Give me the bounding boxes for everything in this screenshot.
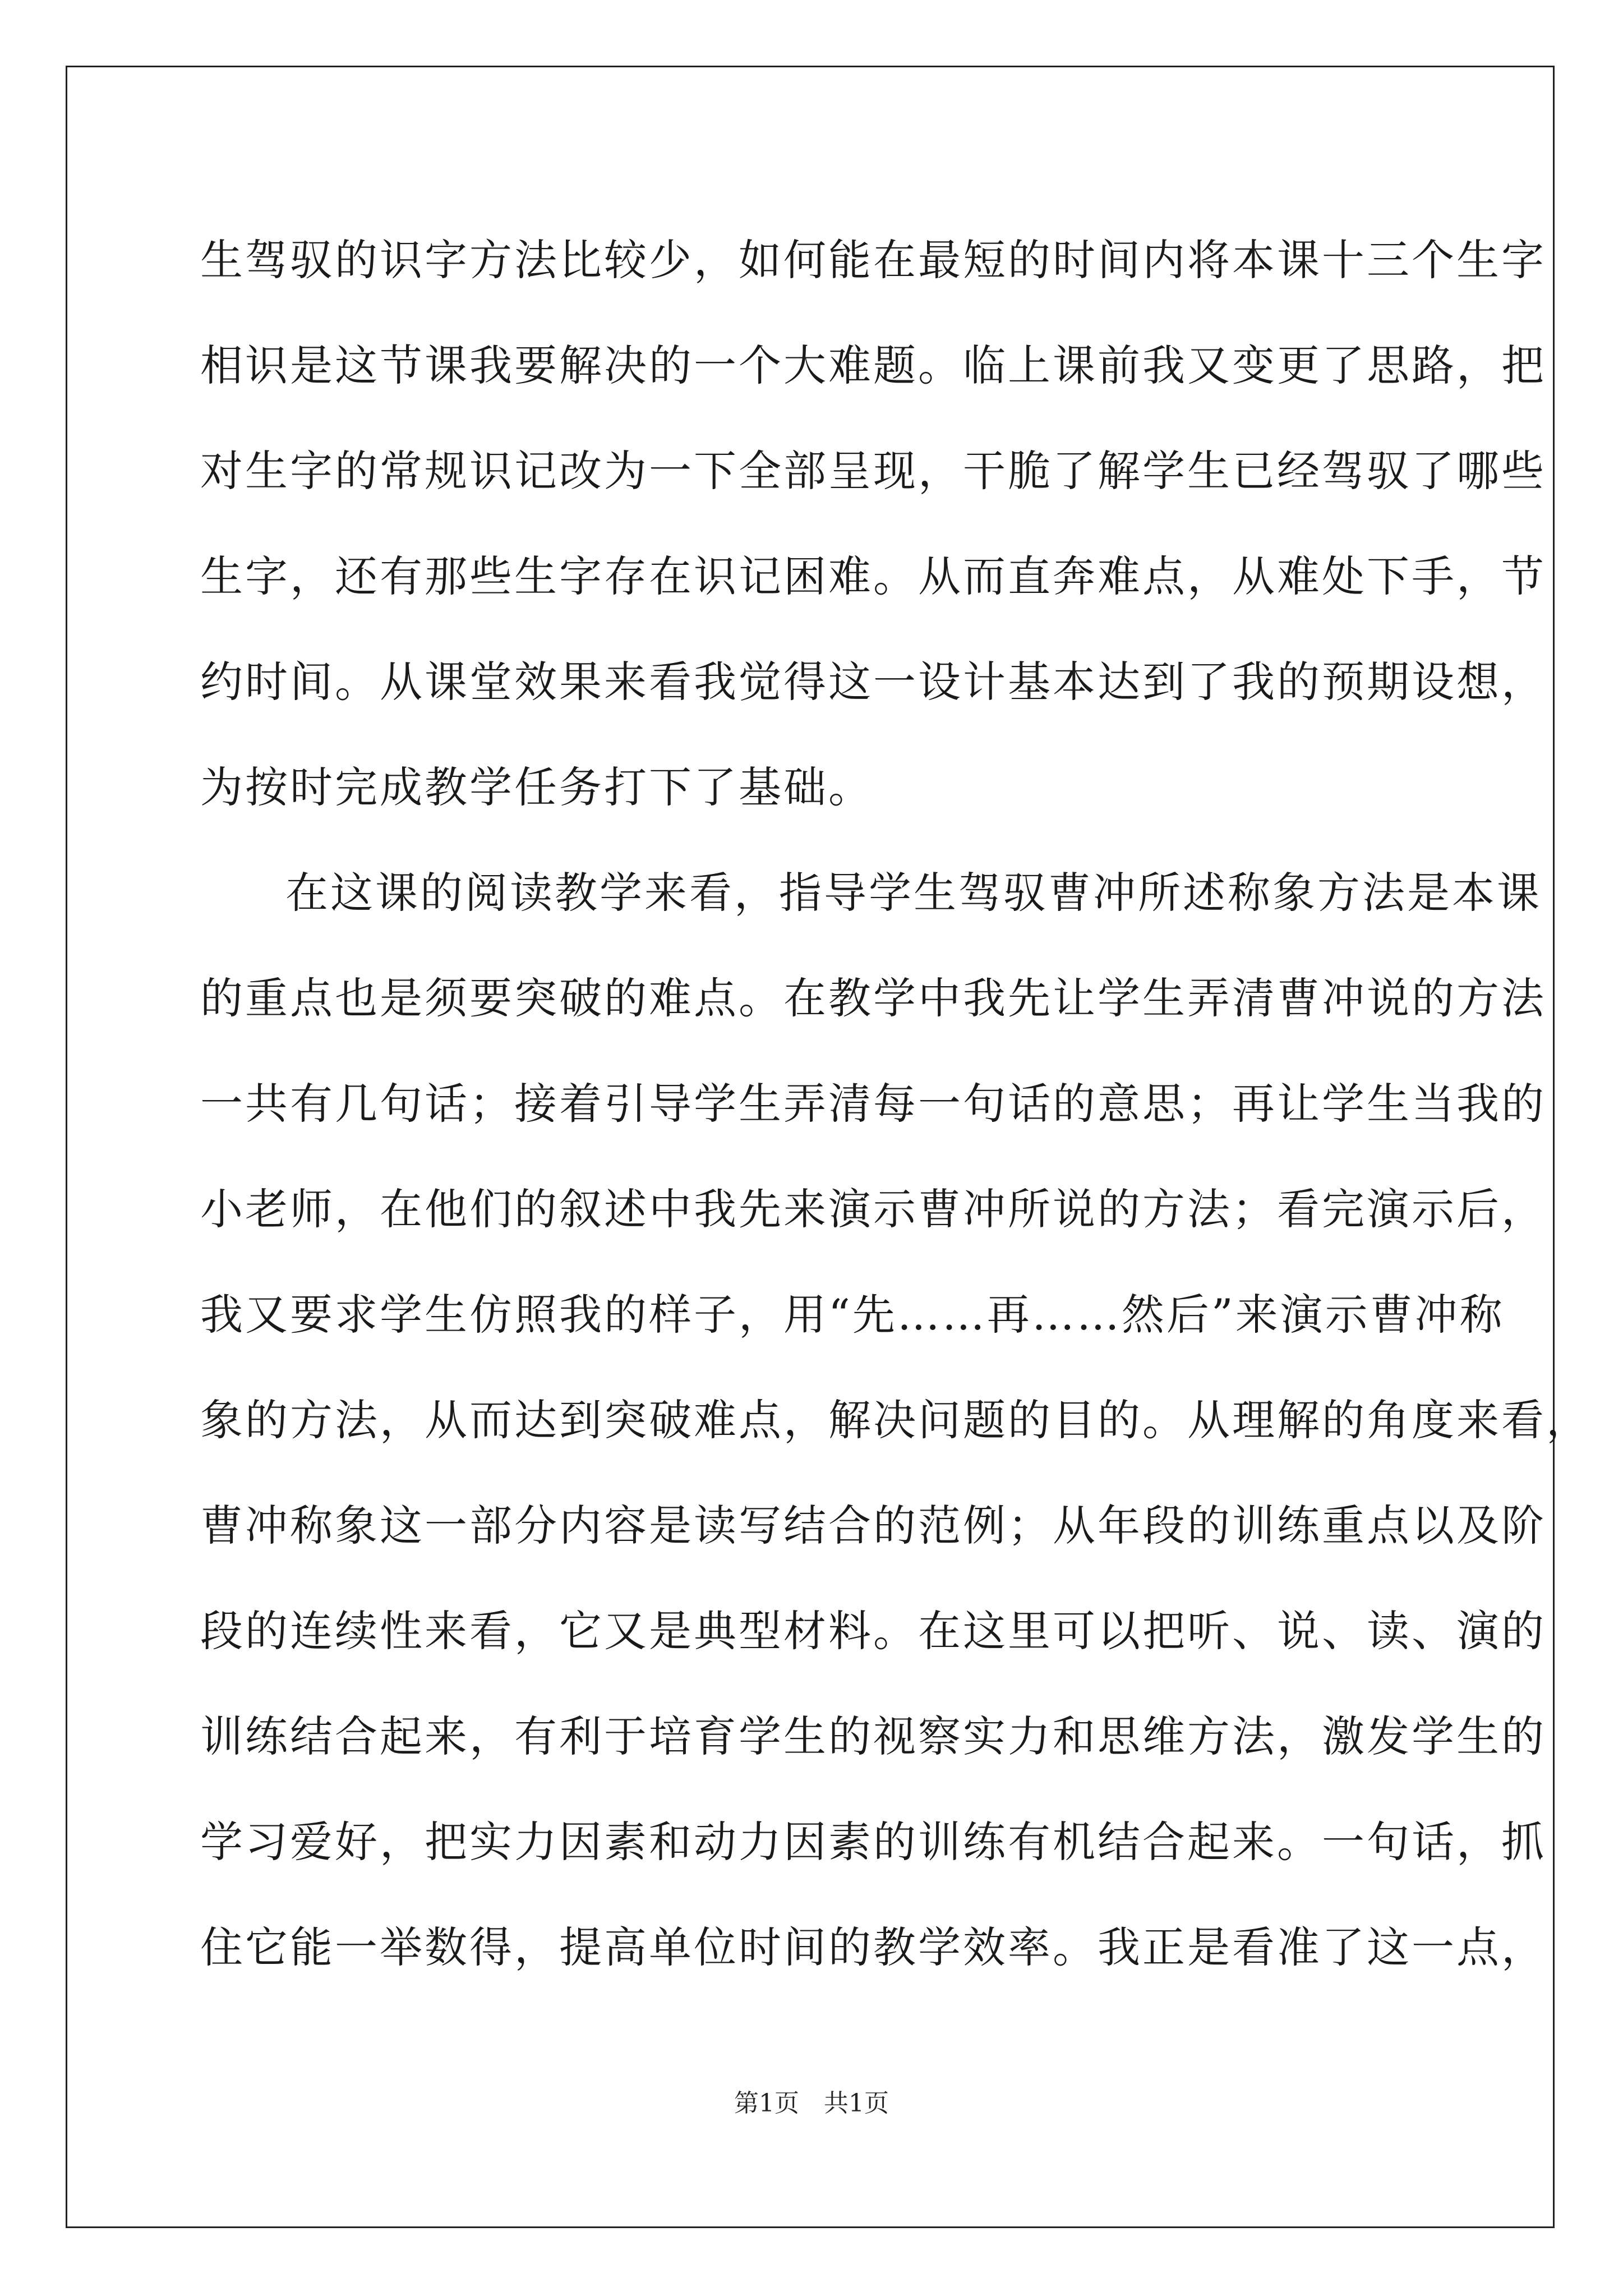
text-line: 曹冲称象这一部分内容是读写结合的范例；从年段的训练重点以及阶 (200, 1501, 1546, 1550)
text-line: 的重点也是须要突破的难点。在教学中我先让学生弄清曹冲说的方法 (200, 973, 1546, 1023)
text-line: 训练结合起来，有利于培育学生的视察实力和思维方法，激发学生的 (200, 1711, 1546, 1761)
text-line: 为按时完成教学任务打下了基础。 (200, 762, 873, 812)
text-line: 象的方法，从而达到突破难点，解决问题的目的。从理解的角度来看， (200, 1395, 1591, 1445)
text-line: 段的连续性来看，它又是典型材料。在这里可以把听、说、读、演的 (200, 1606, 1546, 1656)
text-line: 约时间。从课堂效果来看我觉得这一设计基本达到了我的预期设想， (200, 657, 1546, 707)
text-line: 相识是这节课我要解决的一个大难题。临上课前我又变更了思路，把 (200, 341, 1546, 390)
text-line: 我又要求学生仿照我的样子，用“先……再……然后”来演示曹冲称 (200, 1290, 1505, 1340)
text-line: 学习爱好，把实力因素和动力因素的训练有机结合起来。一句话，抓 (200, 1817, 1546, 1867)
document-body (200, 208, 1591, 2000)
paragraph-first-line: 在这课的阅读教学来看，指导学生驾驭曹冲所述称象方法是本课 (285, 868, 1542, 918)
text-line: 住它能一举数得，提高单位时间的教学效率。我正是看准了这一点， (200, 1922, 1546, 1972)
text-line: 一共有几句话；接着引导学生弄清每一句话的意思；再让学生当我的 (200, 1079, 1546, 1129)
text-line: 对生字的常规识记改为一下全部呈现，干脆了解学生已经驾驭了哪些 (200, 446, 1546, 496)
page-number: 第1页 共1页 (734, 2089, 889, 2118)
text-line: 生字，还有那些生字存在识记困难。从而直奔难点，从难处下手，节 (200, 551, 1546, 601)
text-line: 小老师，在他们的叙述中我先来演示曹冲所说的方法；看完演示后， (200, 1184, 1546, 1234)
text-line: 生驾驭的识字方法比较少，如何能在最短的时间内将本课十三个生字 (200, 235, 1546, 285)
